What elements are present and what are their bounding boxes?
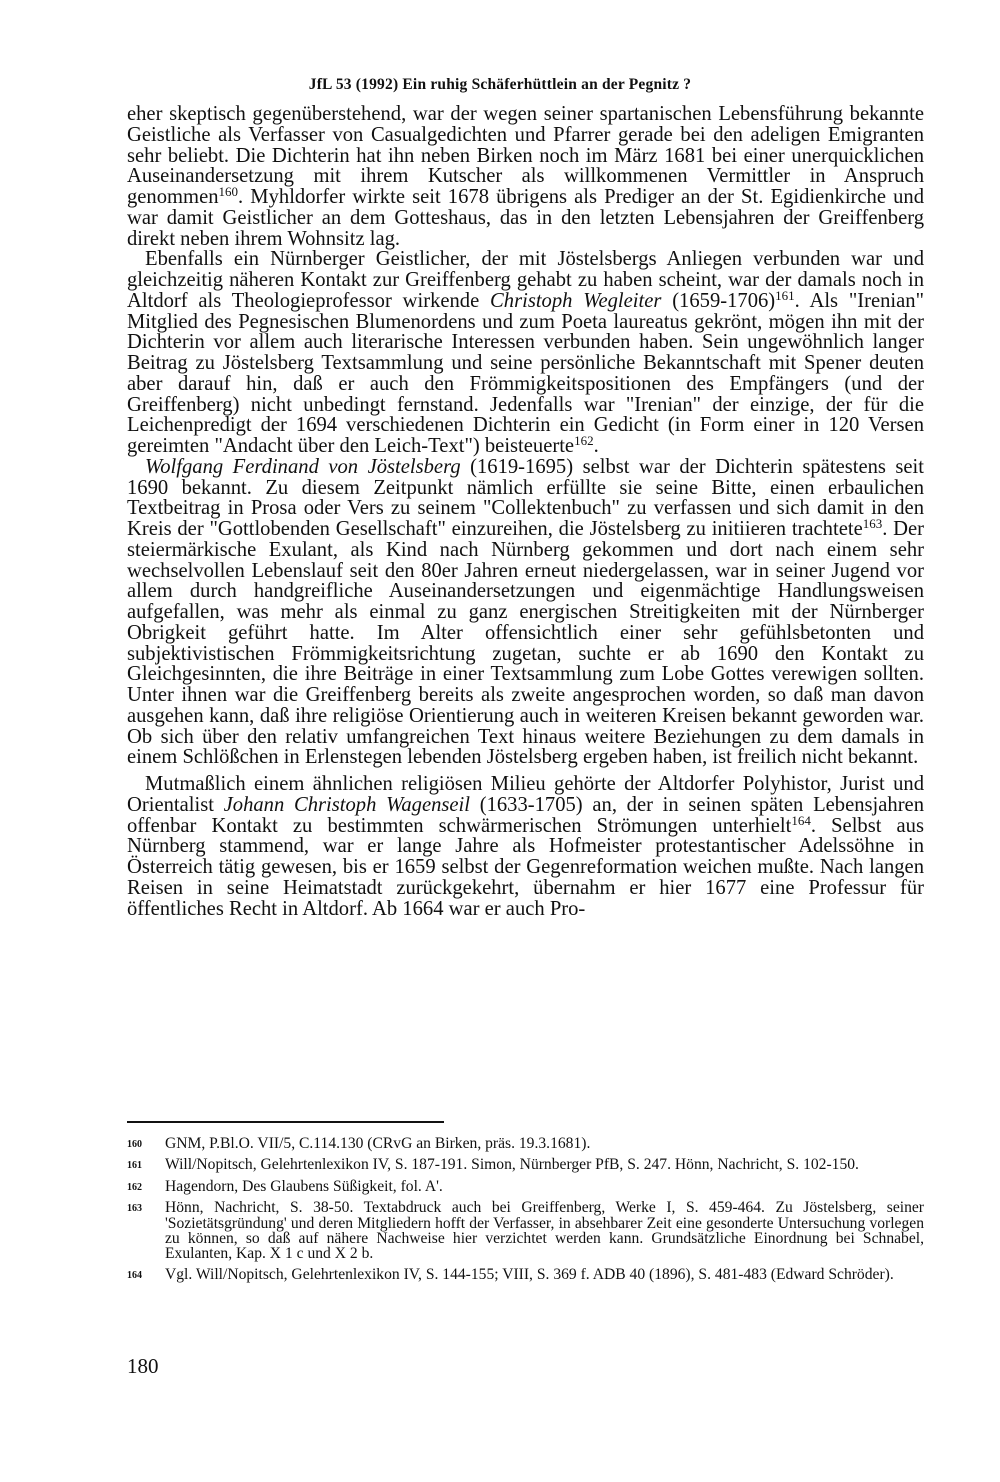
paragraph-4 (127, 774, 924, 919)
footnote-reference: 160 (218, 184, 239, 199)
footnotes (127, 1136, 924, 1288)
paragraph-text: (1619-1695) selbst war der Dichterin spätestens seit 1690 bekannt. Zu diesem Zeitpunkt nämlich erfüllte sie seine Bitte, einen erbaulichen Textbeitrag in Prosa oder Vers zu seinem "Collektenbuch" zu verfassen und sich damit in den Kreis der "Gottlobenden Gesellschaft" einzureihen, die Jöstelsberg zu initiieren trachtete (127, 455, 924, 540)
footnote (127, 1157, 924, 1173)
footnote-number: 161 (127, 1160, 142, 1172)
footnote-text: GNM, P.Bl.O. VII/5, C.114.130 (CRvG an Birken, präs. 19.3.1681). (165, 1135, 591, 1152)
paragraph-text: eher skeptisch gegenüberstehend, war der wegen seiner spartanischen Lebensführung bekannte Geistliche als Verfasser von Casualgedichten und Pfarrer gerade bei den adeligen Emigranten sehr beliebt. Die Dichterin hat ihn neben Birken noch im März 1681 bei einer unerquicklichen Auseinandersetzung mit ihrem Kutscher als willkommenen Vermittler in Anspruch genommen (127, 103, 924, 208)
footnote (127, 1267, 924, 1283)
footnote-text: Vgl. Will/Nopitsch, Gelehrtenlexikon IV, S. 144-155; VIII, S. 369 f. ADB 40 (1896), S. 481-483 (Edward Schröder). (165, 1265, 894, 1283)
footnote-separator (127, 1121, 444, 1123)
footnote-number: 164 (127, 1269, 142, 1281)
running-head: JfL 53 (1992) Ein ruhig Schäferhüttlein an der Pegnitz ? (308, 76, 692, 93)
footnote-reference: 163 (862, 516, 883, 531)
footnote-number: 162 (127, 1181, 142, 1193)
person-name: Wolfgang Ferdinand von Jöstelsberg (145, 455, 461, 478)
footnote (127, 1179, 924, 1195)
person-name: Johann Christoph Wagenseil (223, 793, 470, 816)
person-name: Christoph Wegleiter (490, 289, 662, 312)
footnote-text: Hagendorn, Des Glaubens Süßigkeit, fol. A'. (165, 1177, 443, 1195)
footnote-reference: 161 (775, 287, 795, 303)
paragraph-3 (127, 457, 924, 768)
footnote (127, 1200, 924, 1262)
paragraph-text: . Der steiermärkische Exulant, als Kind nach Nürnberg gekommen und dort nach einem sehr wechselvollen Lebenslauf seit den 80er Jahren erneut niedergelassen, war in seiner Jugend vor allem durch handgreifliche Auseinandersetzungen und eigenmächtige Handlungsweisen aufgefallen, was mehr als einmal zu ganz energischen Streitigkeiten mit der Nürnberger Obrigkeit geführt hatte. Im Alter offensichtlich einer sehr gefühlsbetonten und subjektivistischen Frömmigkeitsrichtung zugetan, suchte er ab 1690 den Kontakt zu Gleichgesinnten, die ihre Beiträge in einer Textsammlung zum Lobe Gottes verewigen sollten. Unter ihnen war die Greiffenberg bereits als zweite angesprochen worden, so daß man davon ausgehen kann, daß ihre religiöse Orientierung auch in weiteren Kreisen bekannt geworden war. Ob sich über den relativ umfangreichen Text hinaus weitere Beziehungen zu dem damals in einem Schlößchen in Erlenstegen lebenden Jöstelsberg ergeben haben, ist freilich nicht bekannt. (127, 518, 925, 769)
paragraph-text: . (593, 435, 599, 457)
footnote (127, 1136, 924, 1152)
footnote-number: 163 (127, 1203, 142, 1215)
body-text (127, 104, 924, 919)
footnote-text: Will/Nopitsch, Gelehrtenlexikon IV, S. 187-191. Simon, Nürnberger PfB, S. 247. Hönn, Nachricht, S. 102-150. (165, 1156, 859, 1174)
paragraph-text: (1659-1706) (661, 289, 776, 312)
paragraph-2 (127, 249, 924, 457)
paragraph-text: . Als "Irenian" Mitglied des Pegnesischen Blumenordens und zum Poeta laureatus gekrönt, mögen ihn mit der Dichterin vor allem auch literarische Interessen verbunden haben. Sein ungewöhnlich langer Beitrag zu Jöstelsberg Textsammlung und seine persönliche Bekanntschaft mit Spener deuten aber darauf hin, daß er auch den Frömmigkeitspositionen des Empfängers (und der Greiffenberg) nicht unbedingt fernstand. Jedenfalls war "Irenian" der einzige, der für die Leichenpredigt der 1694 verschiedenen Dichterin ein Gedicht (in Form einer in 120 Versen gereimten "Andacht über den Leich-Text") beisteuerte (127, 289, 924, 457)
paragraph-text: Mutmaßlich einem ähnlichen religiösen Milieu gehörte der Altdorfer Polyhistor, Jurist und Orientalist (127, 773, 924, 816)
paragraph-text: . Myhldorfer wirkte seit 1678 übrigens als Prediger an der St. Egidienkirche und war damit Geistlicher an dem Gotteshaus, das in den letzten Lebensjahren der Greiffenberg direkt neben ihrem Wohnsitz lag. (127, 186, 924, 250)
page-number: 180 (127, 1354, 159, 1378)
paragraph-text: . Selbst aus Nürnberg stammend, war er lange Jahre als Hofmeister protestantischer Adelssöhne in Österreich tätig gewesen, bis er 1659 selbst der Gegenreformation weichen mußte. Nach langen Reisen in seine Heimatstadt zurückgekehrt, übernahm er hier 1677 eine Professur für öffentliches Recht in Altdorf. Ab 1664 war er auch Pro- (127, 814, 924, 920)
footnote-reference: 162 (574, 433, 594, 448)
paragraph-text: Ebenfalls ein Nürnberger Geistlicher, der mit Jöstelsbergs Anliegen verbunden war und gleichzeitig näheren Kontakt zur Greiffenberg gehabt zu haben scheint, war der damals noch in Altdorf als Theologieprofessor wirkende (127, 248, 924, 312)
paragraph-text: (1633-1705) an, der in seinen späten Lebensjahren offenbar Kontakt zu bestimmten schwärmerischen Strömungen unterhielt (127, 793, 924, 837)
footnote-reference: 164 (791, 812, 811, 828)
paragraph-1 (127, 104, 924, 249)
footnote-text: Hönn, Nachricht, S. 38-50. Textabdruck auch bei Greiffenberg, Werke I, S. 459-464. Zu Jöstelsberg, seiner 'Sozietätsgründung' und deren Mitgliedern hofft der Verfasser, in absehbarer Zeit eine gesonderte Untersuchung vorlegen zu können, so daß auf nähere Nachweise hier verzichtet werden kann. Grundsätzliche Einordnung bei Schnabel, Exulanten, Kap. X 1 c und X 2 b. (165, 1199, 924, 1263)
footnote-number: 160 (127, 1139, 142, 1150)
